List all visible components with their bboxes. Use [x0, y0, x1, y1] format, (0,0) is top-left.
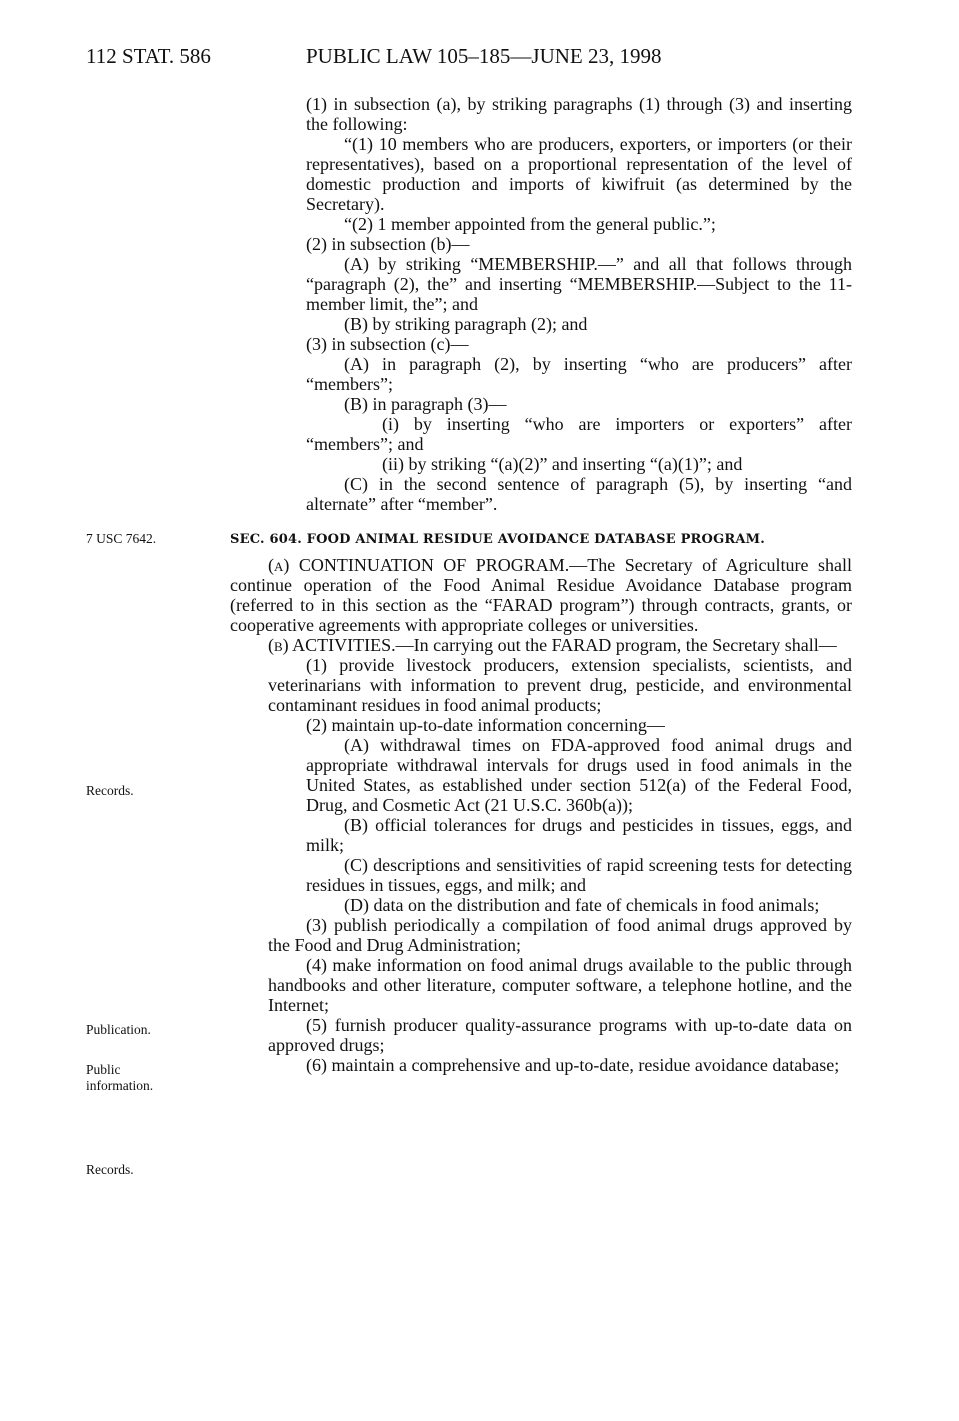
activity-4: (4) make information on food animal drugs available to the public through handbooks and other literature, computer software, a telephone hotline, and the Internet; — [268, 955, 852, 1015]
statute-page-number: 112 STAT. 586 — [86, 44, 211, 68]
activity-6: (6) maintain a comprehensive and up-to-date, residue avoidance database; — [306, 1055, 840, 1075]
amend-paragraph-1: (1) in subsection (a), by striking paragraphs (1) through (3) and inserting the following: — [306, 94, 852, 134]
amend-paragraph-3: (3) in subsection (c)— — [306, 334, 469, 354]
amend-sub-2a: (A) by striking “MEMBERSHIP.—” and all that follows through “paragraph (2), the” and inserting “MEMBERSHIP.—Subject to the 11-member limit, the”; and — [306, 254, 852, 314]
subsection-b-text: —In carrying out the FARAD program, the Secretary shall— — [395, 635, 837, 655]
page-header — [0, 44, 959, 74]
activity-2c: (C) descriptions and sensitivities of rapid screening tests for detecting residues in tissues, eggs, and milk; and — [306, 855, 852, 895]
amend-paragraph-2: (2) in subsection (b)— — [306, 234, 470, 254]
margin-note-usc: 7 USC 7642. — [86, 531, 157, 546]
margin-note-records: Records. — [86, 783, 134, 798]
amend-clause-ii: (ii) by striking “(a)(2)” and inserting “(a)(1)”; and — [382, 454, 743, 474]
subsection-b-label: (b) ACTIVITIES. — [268, 635, 396, 655]
public-law-title: PUBLIC LAW 105–185—JUNE 23, 1998 — [306, 44, 662, 68]
subsection-a — [230, 555, 852, 635]
amend-clause-i: (i) by inserting “who are importers or exporters” after “members”; and — [306, 414, 852, 454]
amend-sub-3c: (C) in the second sentence of paragraph (5), by inserting “and alternate” after “member”. — [306, 474, 852, 514]
amend-sub-2b: (B) by striking paragraph (2); and — [344, 314, 588, 334]
activity-5: (5) furnish producer quality-assurance programs with up-to-date data on approved drugs; — [268, 1015, 852, 1055]
activity-2b: (B) official tolerances for drugs and pesticides in tissues, eggs, and milk; — [306, 815, 852, 855]
activity-2d: (D) data on the distribution and fate of chemicals in food animals; — [344, 895, 820, 915]
margin-note-records-2: Records. — [86, 1162, 134, 1177]
subsection-b — [230, 635, 852, 655]
margin-note-information: information. — [86, 1078, 154, 1093]
amend-sub-3b: (B) in paragraph (3)— — [344, 394, 507, 414]
section-604 — [230, 530, 852, 1075]
activity-1: (1) provide livestock producers, extension specialists, scientists, and veterinarians with information to prevent drug, pesticide, and environmental contaminant residues in food animal products; — [268, 655, 852, 715]
margin-note-public: Public — [86, 1062, 121, 1077]
activity-3: (3) publish periodically a compilation of food animal drugs approved by the Food and Drug Administration; — [268, 915, 852, 955]
margin-note-public-information — [86, 1062, 153, 1094]
subsection-a-label: (a) CONTINUATION OF PROGRAM. — [268, 555, 570, 575]
section-heading: SEC. 604. FOOD ANIMAL RESIDUE AVOIDANCE DATABASE PROGRAM. — [230, 532, 765, 547]
margin-note-publication: Publication. — [86, 1022, 151, 1037]
activity-2a: (A) withdrawal times on FDA-approved food animal drugs and appropriate withdrawal intervals for drugs used in food animals in the United States, as established under section 512(a) of the Federal Food, Drug, and Cosmetic Act (21 U.S.C. 360b(a)); — [306, 735, 852, 815]
amend-quoted-1-text: “(1) 10 members who are producers, exporters, or importers (or their representatives), based on a proportional representation of the level of domestic production and imports of kiwifruit (as determined by the Secretary). — [306, 134, 852, 214]
subsection-a-text: —The Secretary of Agriculture shall continue operation of the Food Animal Residue Avoidance Database program (referred to in this section as the “FARAD program”) through contracts, grants, or cooperative agreements with appropriate colleges or universities. — [230, 555, 852, 635]
amendment-block — [268, 94, 852, 514]
amend-sub-3a: (A) in paragraph (2), by inserting “who are producers” after “members”; — [306, 354, 852, 394]
activity-2: (2) maintain up-to-date information concerning— — [306, 715, 665, 735]
amend-quoted-1 — [268, 134, 852, 214]
amend-quoted-2: “(2) 1 member appointed from the general public.”; — [344, 214, 716, 234]
